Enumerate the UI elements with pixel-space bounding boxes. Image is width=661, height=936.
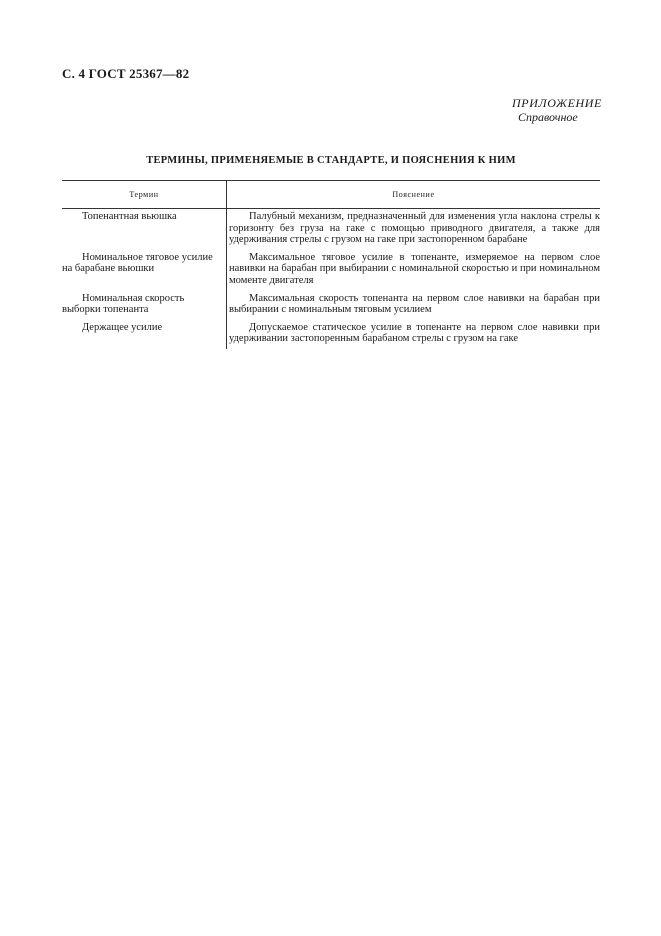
term-cell [62, 209, 227, 252]
appendix-title: ПРИЛОЖЕНИЕ [512, 96, 602, 110]
column-header-term: Термин [62, 181, 227, 209]
terms-table [62, 180, 600, 349]
table-row [62, 293, 600, 322]
section-title: ТЕРМИНЫ, ПРИМЕНЯЕМЫЕ В СТАНДАРТЕ, И ПОЯСНЕНИЯ К НИМ [146, 155, 516, 166]
appendix-label [512, 96, 602, 124]
explanation-cell: Палубный механизм, предназначенный для изменения угла наклона стрелы к горизонту без груза на гаке с помощью приводного двигателя, а также для удерживания стрелы с грузом на гаке при застопоренном барабане [229, 211, 600, 246]
table-header-row [62, 181, 600, 209]
term-text: Держащее усилие [82, 321, 163, 333]
table-row [62, 252, 600, 293]
column-header-explanation: Пояснение [227, 181, 601, 209]
page-header: С. 4 ГОСТ 25367—82 [62, 66, 190, 81]
term-cell [62, 252, 227, 293]
explanation-cell: Максимальное тяговое усилие в топенанте, измеряемое на первом слое навивки на барабан при выбирании с номинальной скоростью и при номинальном моменте двигателя [229, 251, 600, 286]
term-text: Топенантная вьюшка [82, 211, 177, 222]
term-text: Номинальное тяговое усилие на барабане вьюшки [62, 251, 213, 275]
term-cell [62, 322, 227, 349]
appendix-subtitle: Справочное [518, 110, 578, 124]
explanation-cell: Допускаемое статическое усилие в топенанте на первом слое навивки при удерживании застопоренным барабаном стрелы с грузом на гаке [229, 321, 600, 345]
term-text: Номинальная скорость выборки топенанта [62, 292, 185, 316]
table-row [62, 209, 600, 252]
term-cell [62, 293, 227, 322]
explanation-cell: Максимальная скорость топенанта на первом слое навивки на барабан при выбирании с номинальным тяговым усилием [229, 292, 600, 316]
table-row [62, 322, 600, 349]
